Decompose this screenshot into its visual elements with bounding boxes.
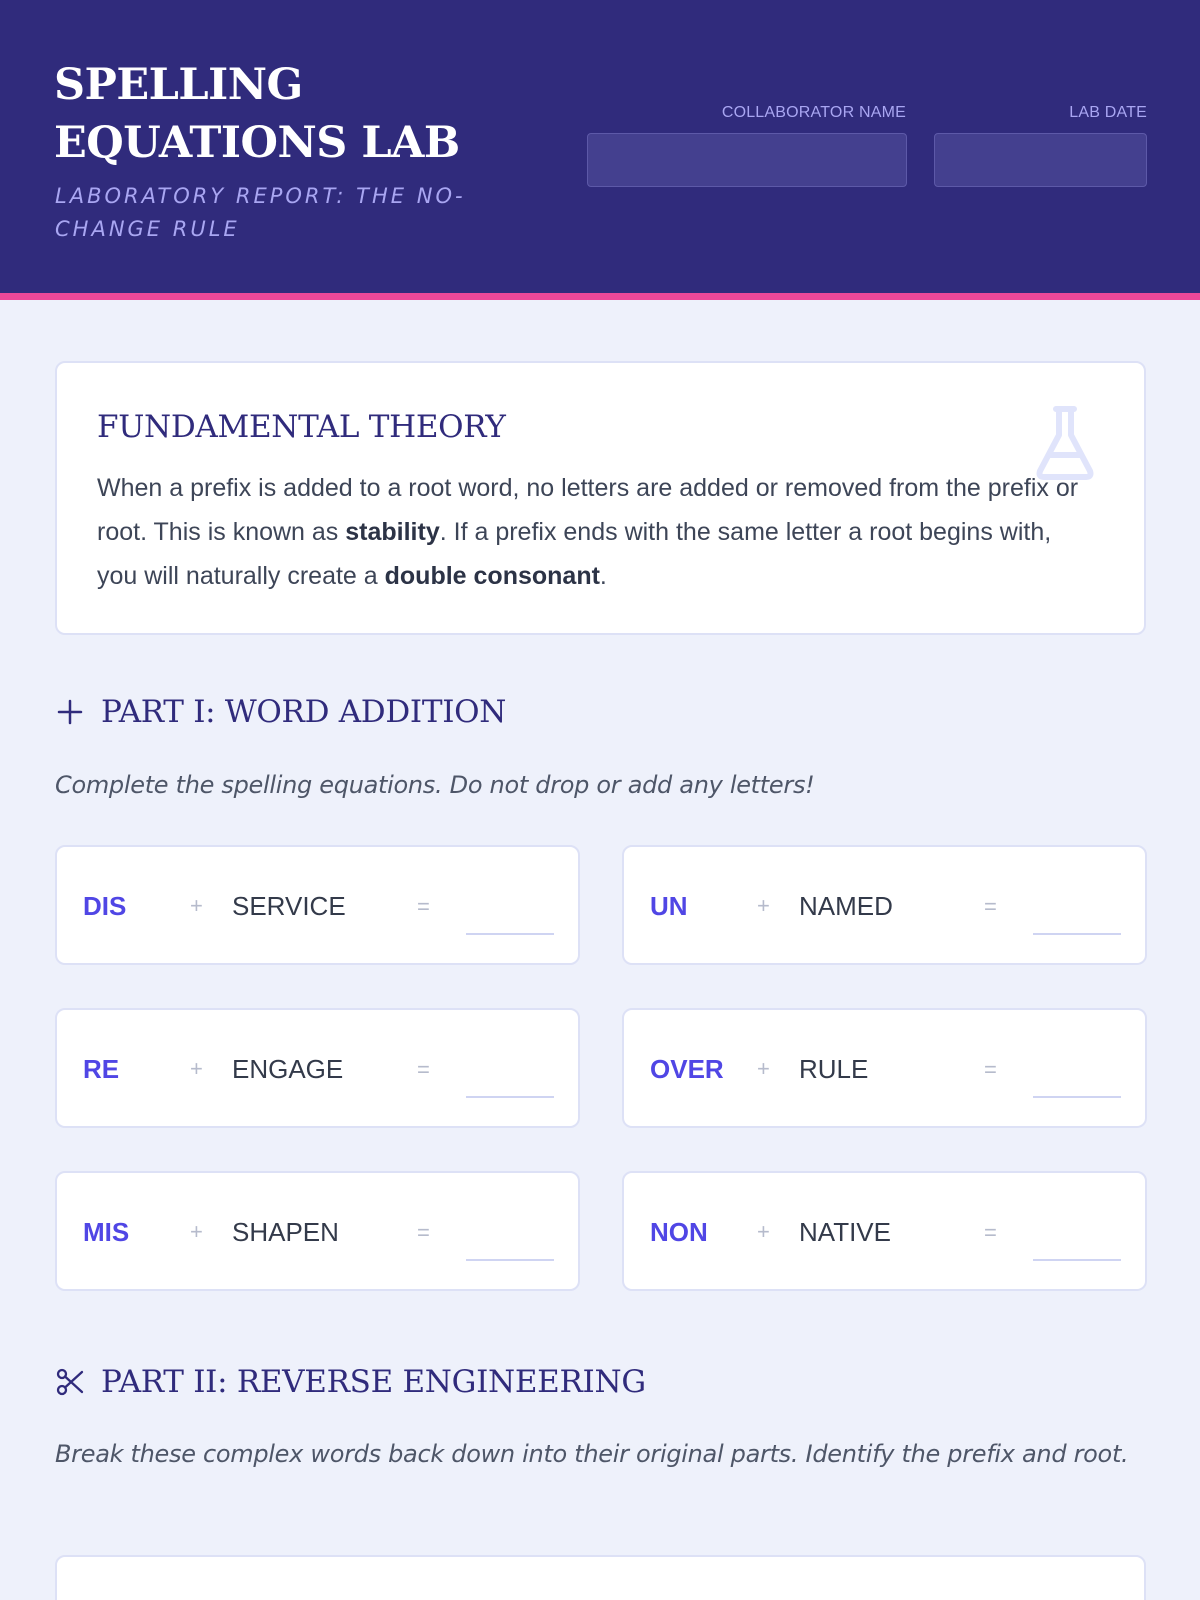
equals-sign: = [417,894,430,919]
reverse-engineering-card [55,1555,1146,1600]
page-title: SPELLING EQUATIONS LAB [54,60,460,168]
part1-header [55,694,506,730]
plus-sign: + [190,1056,203,1081]
equation-prefix: RE [83,1054,120,1084]
theory-title: FUNDAMENTAL THEORY [97,409,506,445]
plus-sign: + [757,1219,770,1244]
plus-sign: + [190,1219,203,1244]
page-subtitle: LABORATORY REPORT: THE NO-CHANGE RULE [55,184,466,241]
equation-prefix: DIS [83,891,127,921]
flask-icon [1032,405,1098,481]
equation-root: NAMED [799,891,893,921]
plus-sign: + [190,893,203,918]
theory-text-part: . If a prefix ends with the same letter a root begins with, you will naturally create a [97,518,1052,590]
theory-text-part: When a prefix is added to a root word, no letters are added or removed from the prefix or root. This is known as [97,474,1079,546]
scissors-icon [55,1367,85,1397]
part1-title: PART I: WORD ADDITION [101,694,507,730]
equation-answer-input[interactable] [466,899,554,935]
lab-date-input[interactable] [934,133,1147,187]
equation-root: NATIVE [799,1217,891,1247]
equals-sign: = [417,1057,430,1082]
equation-root: RULE [799,1054,869,1084]
equation-card [622,1171,1147,1291]
plus-icon [55,697,85,727]
equation-card [55,1008,580,1128]
equation-root: SERVICE [232,891,346,921]
equation-card [55,1171,580,1291]
header [0,0,1200,300]
equation-card [622,1008,1147,1128]
part2-title: PART II: REVERSE ENGINEERING [101,1364,646,1400]
equation-answer-input[interactable] [466,1225,554,1261]
part1-instructions: Complete the spelling equations. Do not drop or add any letters! [55,771,815,799]
theory-text-part: . [599,562,607,590]
equation-root: SHAPEN [232,1217,339,1247]
equals-sign: = [984,1057,997,1082]
equation-card [55,845,580,965]
part2-header [55,1364,646,1400]
collaborator-name-input[interactable] [587,133,907,187]
equals-sign: = [417,1220,430,1245]
equation-answer-input[interactable] [466,1062,554,1098]
plus-sign: + [757,1056,770,1081]
plus-sign: + [757,893,770,918]
equation-prefix: OVER [650,1054,724,1084]
part2-instructions: Break these complex words back down into their original parts. Identify the prefix and root. [55,1440,1129,1468]
double-consonant-term: double consonant [384,562,600,590]
lab-date-label: LAB DATE [1069,104,1147,121]
equation-root: ENGAGE [232,1054,344,1084]
equation-prefix: NON [650,1217,708,1247]
equation-answer-input[interactable] [1033,1062,1121,1098]
equation-card [622,845,1147,965]
collaborator-name-label: COLLABORATOR NAME [721,104,906,121]
equals-sign: = [984,894,997,919]
equals-sign: = [984,1220,997,1245]
stability-term: stability [345,518,440,546]
equation-answer-input[interactable] [1033,1225,1121,1261]
equation-prefix: UN [650,891,688,921]
equation-answer-input[interactable] [1033,899,1121,935]
theory-text [97,466,1082,598]
equation-prefix: MIS [83,1217,130,1247]
theory-card [55,361,1146,635]
